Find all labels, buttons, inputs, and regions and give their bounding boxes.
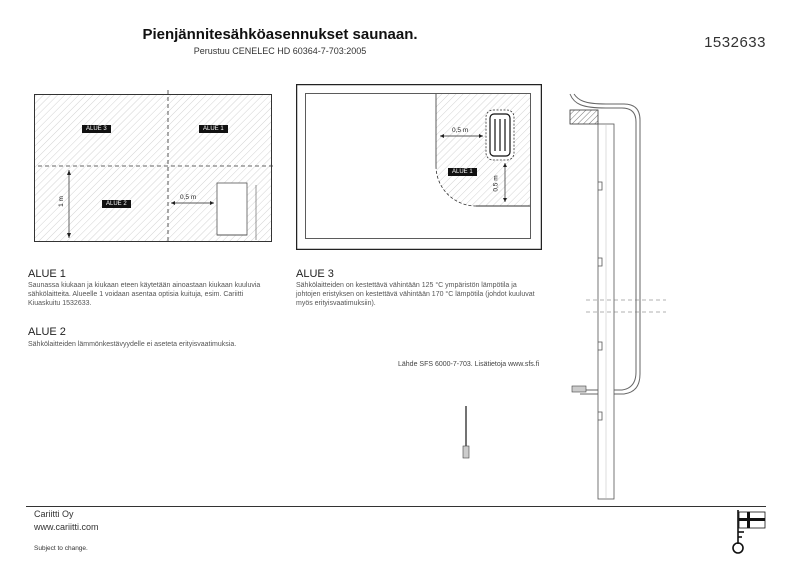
dimension-1m: 1 m bbox=[57, 196, 65, 207]
alue3-heading: ALUE 3 bbox=[296, 268, 334, 280]
zone1-label: ALUE 1 bbox=[199, 125, 228, 133]
alue1-heading: ALUE 1 bbox=[28, 268, 66, 280]
zone-diagram-left bbox=[34, 90, 274, 242]
company-website[interactable]: www.cariitti.com bbox=[34, 522, 99, 532]
dimension-05m-vertical: 0,5 m bbox=[492, 175, 500, 192]
page-subtitle: Perustuu CENELEC HD 60364-7-703:2005 bbox=[193, 46, 367, 56]
zone1-label-plan: ALUE 1 bbox=[448, 168, 477, 176]
document-number: 1532633 bbox=[704, 34, 766, 51]
zone2-label: ALUE 2 bbox=[102, 200, 131, 208]
page-title: Pienjännitesähköasennukset saunaan. bbox=[142, 26, 418, 43]
logo-drawing bbox=[730, 508, 770, 554]
alue3-text: Sähkölaitteiden on kestettävä vähintään 125 °C ympäristön lämpötila ja johtojen eristyksen on kestettävä vähintään 170 °C lämpötila (johdot kuuluvat myös erityisvaatimuksiin). bbox=[296, 282, 535, 307]
alue2-text: Sähkölaitteiden lämmönkestävyydelle ei aseteta erityisvaatimuksia. bbox=[28, 341, 237, 348]
source-note: Lähde SFS 6000-7-703. Lisätietoja www.sfs.fi bbox=[398, 361, 540, 368]
dimension-05m: 0,5 m bbox=[180, 194, 197, 201]
cariitti-logo-icon bbox=[730, 508, 770, 554]
alue1-text: Saunassa kiukaan ja kiukaan eteen käytetään ainoastaan kiukaan kuuluvia sähkölaitteita. Alueelle 1 voidaan asentaa optisia kuituja, esim. Cariitti Kiuaskuitu 1532633. bbox=[28, 282, 261, 307]
wall-section-drawing bbox=[566, 90, 676, 505]
dimension-05m-horizontal: 0,5 m bbox=[452, 127, 469, 134]
fibre-cable-icon bbox=[460, 406, 472, 462]
zone3-label: ALUE 3 bbox=[82, 125, 111, 133]
company-name: Cariitti Oy bbox=[34, 509, 74, 519]
alue2-heading: ALUE 2 bbox=[28, 326, 66, 338]
zone-diagram-left-drawing bbox=[34, 90, 274, 242]
disclaimer: Subject to change. bbox=[34, 545, 88, 552]
wall-section-diagram bbox=[566, 90, 676, 505]
fibre-cable-drawing bbox=[460, 406, 472, 462]
zone-diagram-middle-drawing bbox=[296, 84, 542, 250]
footer-divider bbox=[26, 506, 766, 507]
zone-diagram-middle bbox=[296, 84, 542, 250]
